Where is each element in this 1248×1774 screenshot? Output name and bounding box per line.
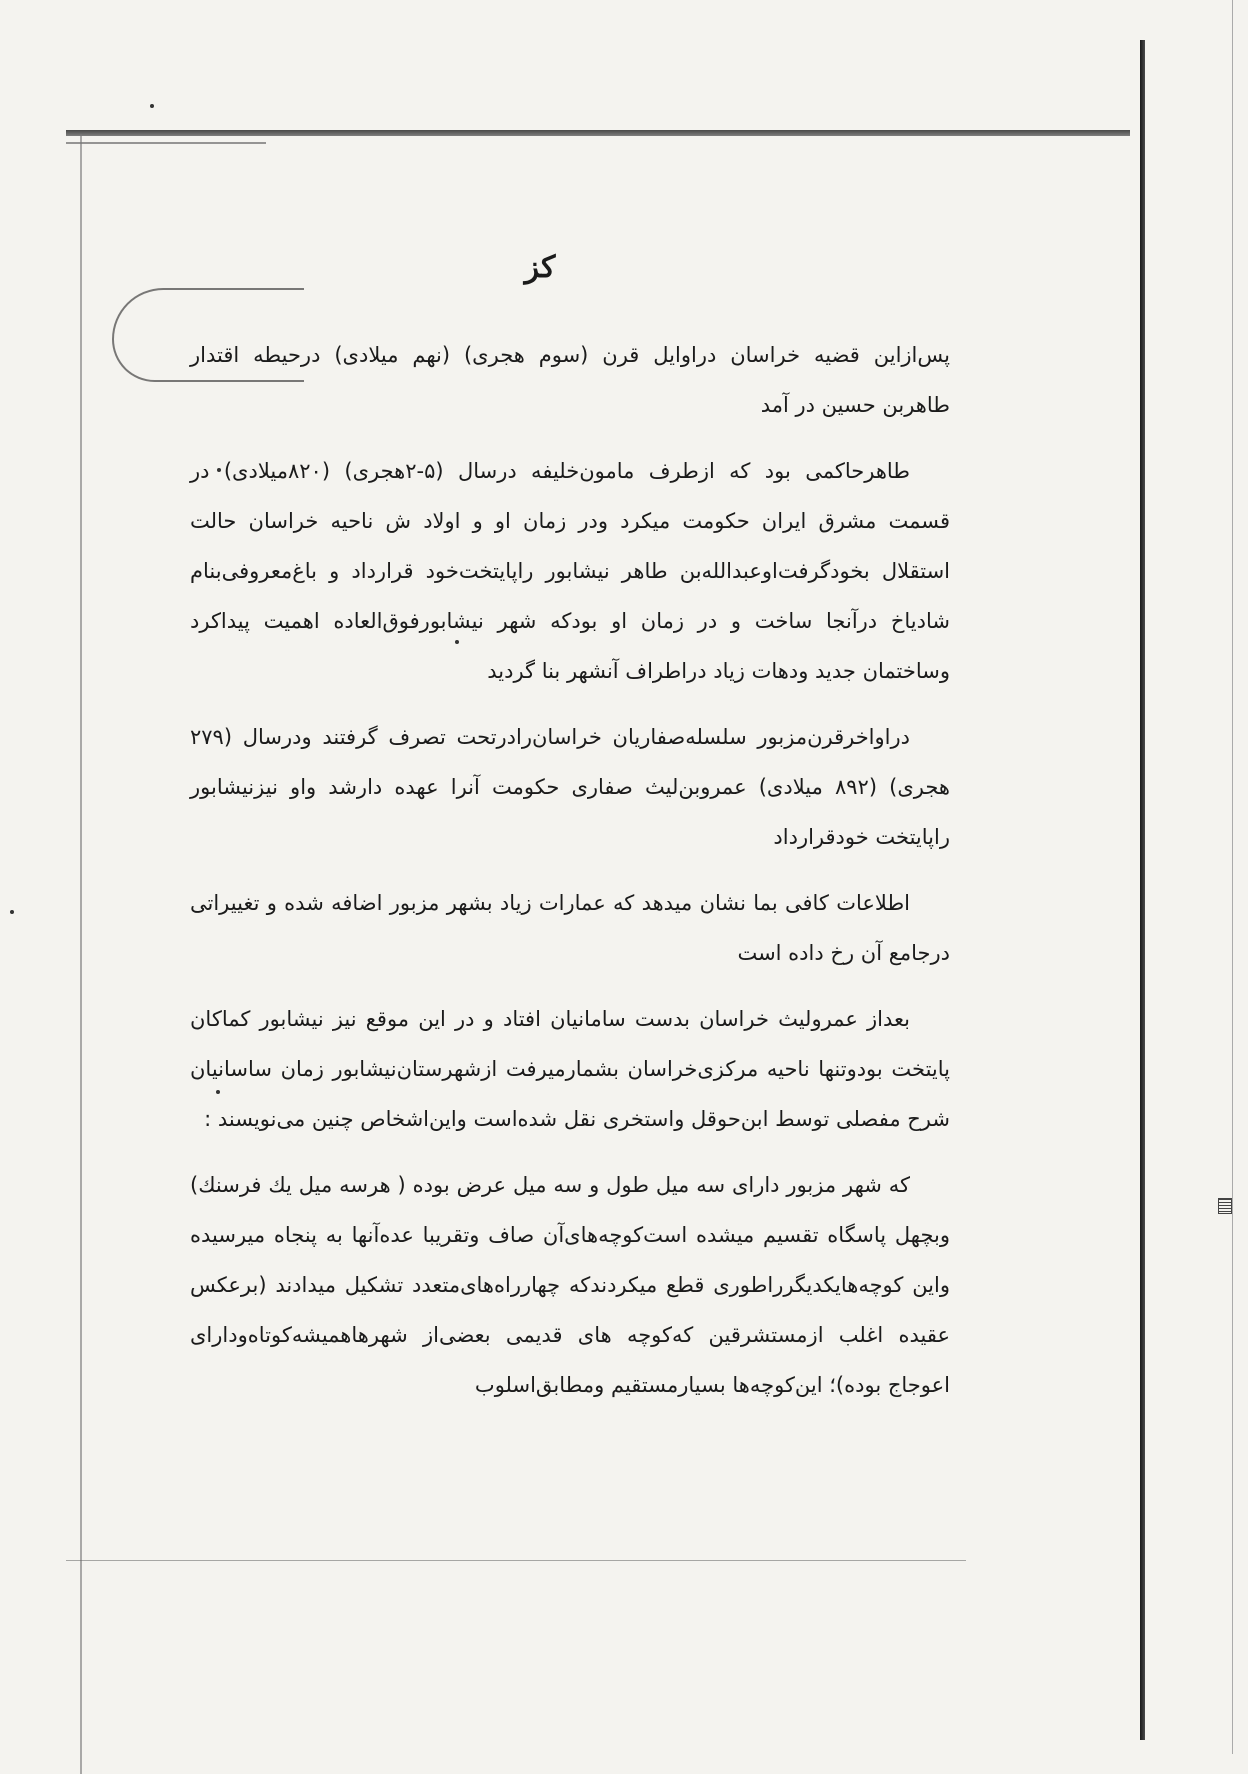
paragraph-3: دراواخرقرن‌مزبور سلسله‌صفاریان خراسان‌رادرتحت تصرف گرفتند ودرسال (۲۷۹ هجری) (۸۹۲ میلادی) عمروبن‌لیث صفاری حکومت آنرا عهده دارشد واو نیزنیشابور راپایتخت خودقرارداد xyxy=(190,725,950,849)
paragraph-1: پس‌ازاین قضیه خراسان دراوایل قرن (سوم هجری) (نهم میلادی) درحیطه اقتدار طاهربن حسین در آمد xyxy=(190,343,950,417)
top-border-thin-line xyxy=(66,142,266,144)
scan-speck xyxy=(10,910,14,914)
top-border-line xyxy=(66,130,1130,136)
left-border-line xyxy=(80,134,82,1774)
right-page-edge xyxy=(1232,0,1233,1754)
paragraph-2: طاهرحاکمی بود که ازطرف مامون‌خلیفه درسال (۵-۲هجری) (۸۲۰میلادی) در قسمت مشرق ایران حکومت میکرد ودر زمان او و اولاد ش ناحیه خراسان حالت استقلال بخودگرفت‌اوعبدالله‌بن طاهر نیشابور راپایتخت‌خود قرارداد و باغ‌معروفی‌بنام شادیاخ درآنجا ساخت و در زمان او بودکه شهر نیشابورفوق‌العاده اهمیت پیداکرد وساختمان جدید ودهات زیاد دراطراف آنشهر بنا گردید xyxy=(190,459,950,683)
right-binding-edge xyxy=(1140,40,1145,1740)
document-body xyxy=(190,330,950,1426)
scan-speck xyxy=(150,104,154,108)
page-number: کز xyxy=(524,250,556,285)
margin-scan-mark xyxy=(1218,1198,1232,1214)
paragraph-4: اطلاعات کافی بما نشان میدهد که عمارات زیاد بشهر مزبور اضافه شده و تغییراتی درجامع آن رخ داده است xyxy=(190,891,950,965)
paragraph-6: که شهر مزبور دارای سه میل طول و سه میل عرض بوده ( هرسه میل یك فرسنك) وبچهل پاسگاه تقسیم میشده است‌کوچه‌های‌آن صاف وتقریبا عده‌آنها به پنجاه میرسیده واین کوچه‌هایکدیگرراطوری قطع میکردندکه چهارراه‌های‌متعدد تشکیل میدادند (برعکس عقیده اغلب ازمستشرقین که‌کوچه های قدیمی بعضی‌از شهرهاهمیشه‌کوتاه‌ودارای اعوجاج بوده)؛ این‌کوچه‌ها بسیارمستقیم ومطابق‌اسلوب xyxy=(190,1173,950,1397)
paragraph-5: بعداز عمرولیث خراسان بدست سامانیان افتاد و در این موقع نیز نیشابور کماکان پایتخت بودوتنها ناحیه مرکزی‌خراسان بشمارمیرفت ازشهرستان‌نیشابور زمان ساسانیان شرح مفصلی توسط ابن‌حوقل واستخری نقل شده‌است واین‌اشخاص چنین می‌نویسند : xyxy=(190,1007,950,1131)
bottom-border-line xyxy=(66,1560,966,1561)
